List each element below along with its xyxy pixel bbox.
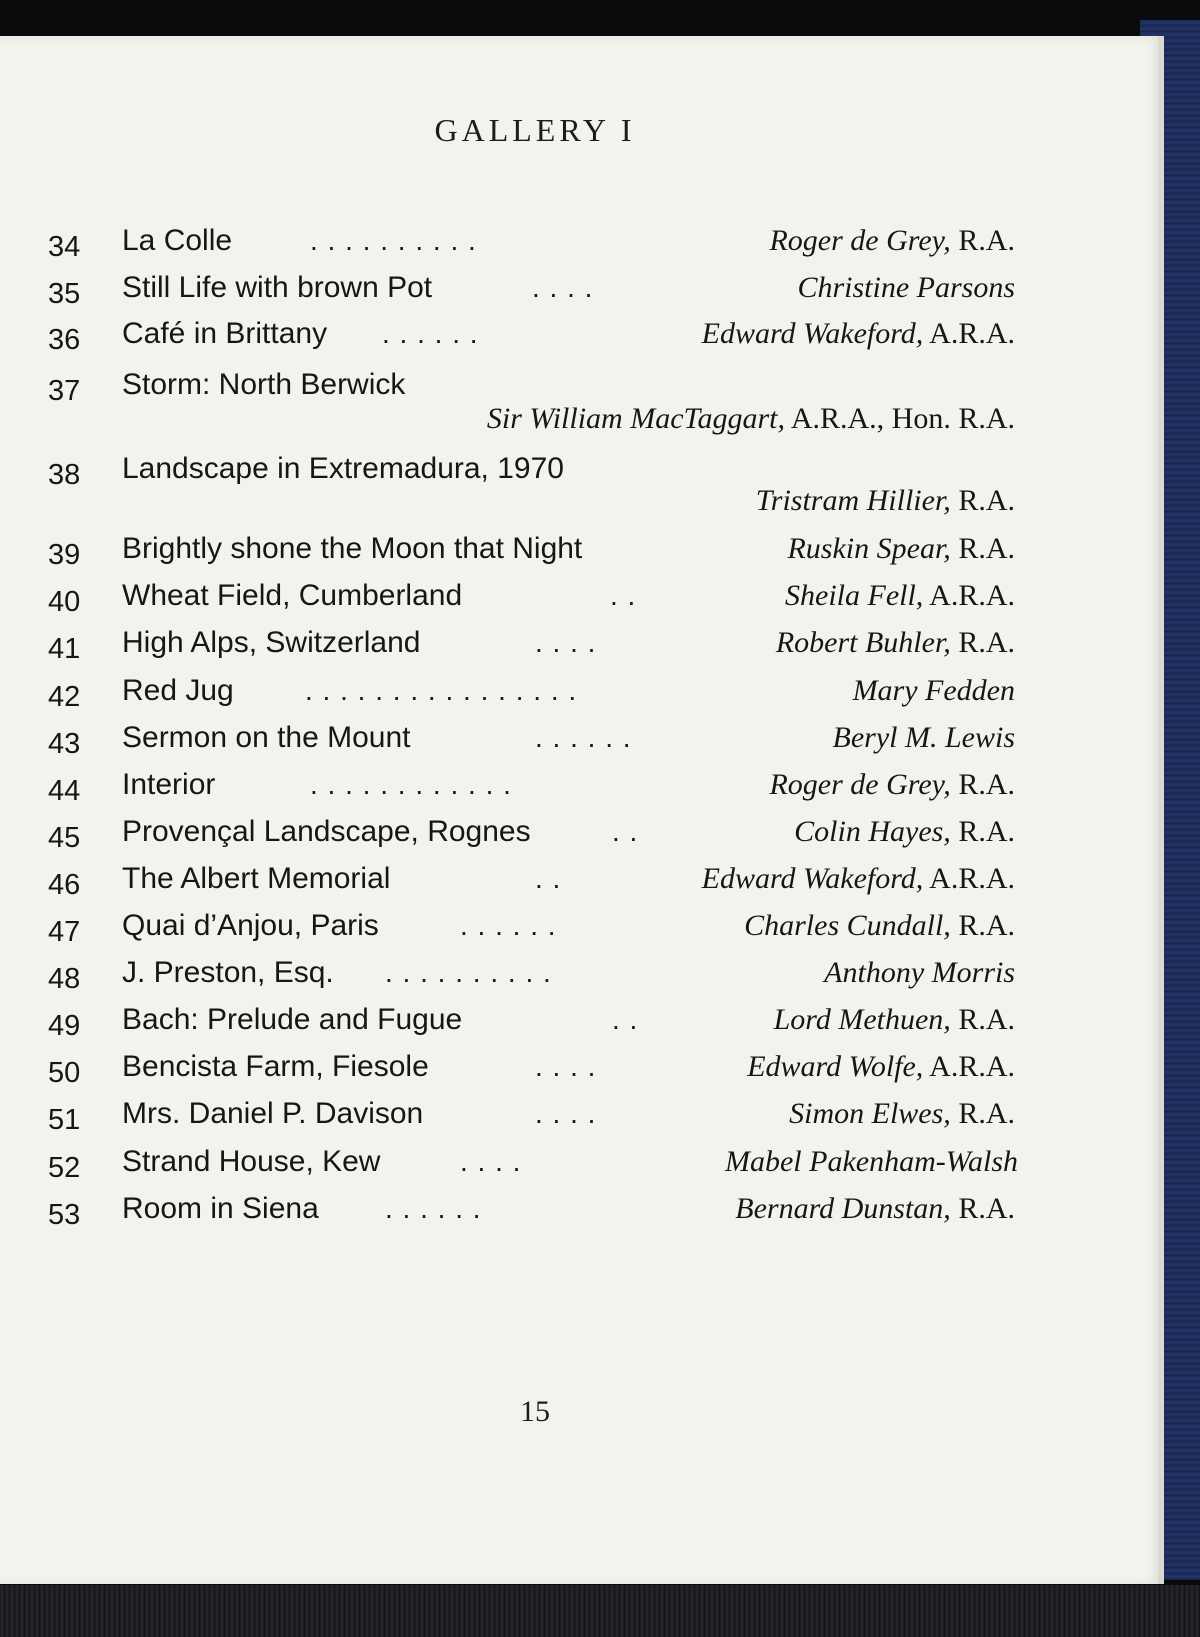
artist-title: A.R.A.: [923, 579, 1015, 612]
catalogue-entry: [0, 573, 1040, 619]
catalogue-entry: [0, 526, 1040, 572]
entry-artist: [853, 668, 1015, 714]
leader-dots: . . . .: [535, 627, 597, 658]
artist-title: R.A.: [950, 626, 1015, 659]
leader-dots: . . . . . . . . . .: [385, 957, 552, 988]
catalogue-entry: [0, 1091, 1040, 1137]
entry-title: La Colle: [122, 224, 233, 257]
catalogue-entry: [0, 218, 1040, 264]
entry-number: 43: [48, 728, 81, 760]
entry-number: 39: [48, 539, 81, 571]
artist-name: Colin Hayes,: [794, 815, 951, 848]
artist-name: Christine Parsons: [797, 271, 1015, 304]
entry-number: 40: [48, 586, 81, 618]
leader-dots: . . . . . .: [460, 910, 557, 941]
entry-title: Red Jug: [122, 674, 234, 707]
entry-artist: [769, 218, 1015, 264]
leader-dots: . . . .: [460, 1146, 522, 1177]
entry-number: 50: [48, 1057, 81, 1089]
artist-name: Lord Methuen,: [773, 1003, 951, 1036]
entry-number: 41: [48, 633, 81, 665]
entry-artist: [797, 265, 1015, 311]
artist-title: R.A.: [950, 532, 1015, 565]
entry-artist: [789, 1091, 1015, 1137]
leader-dots: . . . . . .: [382, 318, 479, 349]
artist-name: Simon Elwes,: [789, 1097, 951, 1130]
entry-title: Café in Brittany: [122, 317, 328, 350]
leader-dots: . . . . . . . . . .: [310, 225, 477, 256]
entry-number: 38: [48, 459, 81, 491]
artist-title: R.A.: [950, 815, 1015, 848]
entry-artist: [747, 1044, 1015, 1090]
catalogue-entry: [0, 668, 1040, 714]
entry-number: 49: [48, 1010, 81, 1042]
leader-dots: . . . .: [532, 272, 594, 303]
entry-title: Storm: North Berwick: [122, 368, 406, 401]
entry-title: Brightly shone the Moon that Night: [122, 532, 583, 565]
entry-artist: [833, 715, 1015, 761]
catalogue-entry: [0, 762, 1040, 808]
artist-title: A.R.A., Hon. R.A.: [784, 402, 1015, 435]
entry-artist: [725, 1139, 1018, 1185]
artist-title: R.A.: [950, 224, 1015, 257]
entry-artist: [702, 311, 1015, 357]
catalogue-entry: [0, 903, 1040, 949]
entry-artist: [735, 1186, 1015, 1232]
entry-artist: [824, 950, 1015, 996]
entry-number: 47: [48, 916, 81, 948]
artist-title: R.A.: [950, 1003, 1015, 1036]
entry-title: Quai d’Anjou, Paris: [122, 909, 379, 942]
entry-artist: [794, 809, 1015, 855]
leader-dots: . . . .: [535, 1098, 597, 1129]
entry-number: 53: [48, 1199, 81, 1231]
entry-title: Bencista Farm, Fiesole: [122, 1050, 429, 1083]
leader-dots: . .: [612, 1004, 639, 1035]
entry-number: 52: [48, 1152, 81, 1184]
entry-number: 46: [48, 869, 81, 901]
artist-name: Bernard Dunstan,: [735, 1192, 951, 1225]
entry-title: Sermon on the Mount: [122, 721, 411, 754]
entry-artist: [774, 997, 1015, 1043]
leader-dots: . . . . . .: [535, 722, 632, 753]
gallery-title: GALLERY I: [434, 112, 636, 148]
artist-title: R.A.: [950, 768, 1015, 801]
table-surface: [0, 1585, 1200, 1637]
page-edge: [1158, 36, 1164, 1584]
artist-name: Roger de Grey,: [769, 768, 951, 801]
entry-number: 37: [48, 375, 81, 407]
leader-dots: . . . . . .: [385, 1193, 482, 1224]
entry-artist: [776, 620, 1015, 666]
entry-title: The Albert Memorial: [122, 862, 391, 895]
artist-name: Mabel Pakenham-Walsh: [725, 1145, 1018, 1178]
entry-title: Wheat Field, Cumberland: [122, 579, 463, 612]
artist-name: Ruskin Spear,: [787, 532, 951, 565]
entry-title: Landscape in Extremadura, 1970: [122, 452, 564, 485]
leader-dots: . .: [610, 580, 637, 611]
entry-title: Still Life with brown Pot: [122, 271, 433, 304]
entry-title: Interior: [122, 768, 216, 801]
entry-title: Room in Siena: [122, 1192, 319, 1225]
artist-name: Anthony Morris: [824, 956, 1015, 989]
catalogue-entry: [0, 809, 1040, 855]
catalogue-entry: [0, 856, 1040, 902]
leader-dots: . . . . . . . . . . . . . . . .: [305, 675, 578, 706]
artist-name: Sir William MacTaggart,: [486, 402, 785, 435]
entry-artist: [487, 396, 1015, 442]
artist-title: A.R.A.: [923, 1050, 1015, 1083]
artist-title: A.R.A.: [923, 317, 1015, 350]
leader-dots: . . . . . . . . . . . .: [310, 769, 512, 800]
entry-artist: [702, 856, 1015, 902]
catalogue-entry: [0, 950, 1040, 996]
artist-title: A.R.A.: [923, 862, 1015, 895]
artist-name: Beryl M. Lewis: [832, 721, 1015, 754]
catalogue-entry: [0, 715, 1040, 761]
artist-name: Robert Buhler,: [775, 626, 951, 659]
artist-title: R.A.: [950, 909, 1015, 942]
artist-name: Tristram Hillier,: [755, 484, 951, 517]
catalogue-entry: [0, 620, 1040, 666]
entry-title: High Alps, Switzerland: [122, 626, 421, 659]
entry-title: Bach: Prelude and Fugue: [122, 1003, 463, 1036]
entry-title: J. Preston, Esq.: [122, 956, 334, 989]
catalogue-entry: [0, 1186, 1040, 1232]
catalogue-entry: [0, 997, 1040, 1043]
entry-number: 36: [48, 324, 81, 356]
entry-number: 48: [48, 963, 81, 995]
entry-artist: [744, 903, 1015, 949]
leader-dots: . .: [612, 816, 639, 847]
entry-number: 51: [48, 1104, 81, 1136]
catalogue-entry: [0, 446, 1040, 536]
catalogue-entry: [0, 311, 1040, 357]
leader-dots: . .: [535, 863, 562, 894]
artist-name: Charles Cundall,: [744, 909, 951, 942]
entry-number: 35: [48, 278, 81, 310]
entry-title: Strand House, Kew: [122, 1145, 381, 1178]
entry-artist: [787, 526, 1015, 572]
entry-artist: [756, 478, 1015, 524]
catalogue-entry: [0, 265, 1040, 311]
artist-title: R.A.: [950, 1192, 1015, 1225]
artist-name: Edward Wolfe,: [747, 1050, 924, 1083]
page-number: 15: [520, 1395, 550, 1428]
leader-dots: . . . .: [535, 1051, 597, 1082]
artist-name: Mary Fedden: [852, 674, 1015, 707]
entry-number: 45: [48, 822, 81, 854]
entry-number: 42: [48, 681, 81, 713]
artist-name: Edward Wakeford,: [701, 862, 924, 895]
entry-artist: [769, 762, 1015, 808]
artist-title: R.A.: [950, 484, 1015, 517]
catalogue-entry: [0, 362, 1040, 452]
entry-number: 44: [48, 775, 81, 807]
artist-name: Sheila Fell,: [785, 579, 924, 612]
artist-name: Edward Wakeford,: [701, 317, 924, 350]
entry-title: Mrs. Daniel P. Davison: [122, 1097, 424, 1130]
artist-title: R.A.: [950, 1097, 1015, 1130]
catalogue-entry: [0, 1139, 1040, 1185]
entry-number: 34: [48, 231, 81, 263]
entry-artist: [785, 573, 1015, 619]
artist-name: Roger de Grey,: [769, 224, 951, 257]
entry-title: Provençal Landscape, Rognes: [122, 815, 531, 848]
catalogue-entry: [0, 1044, 1040, 1090]
